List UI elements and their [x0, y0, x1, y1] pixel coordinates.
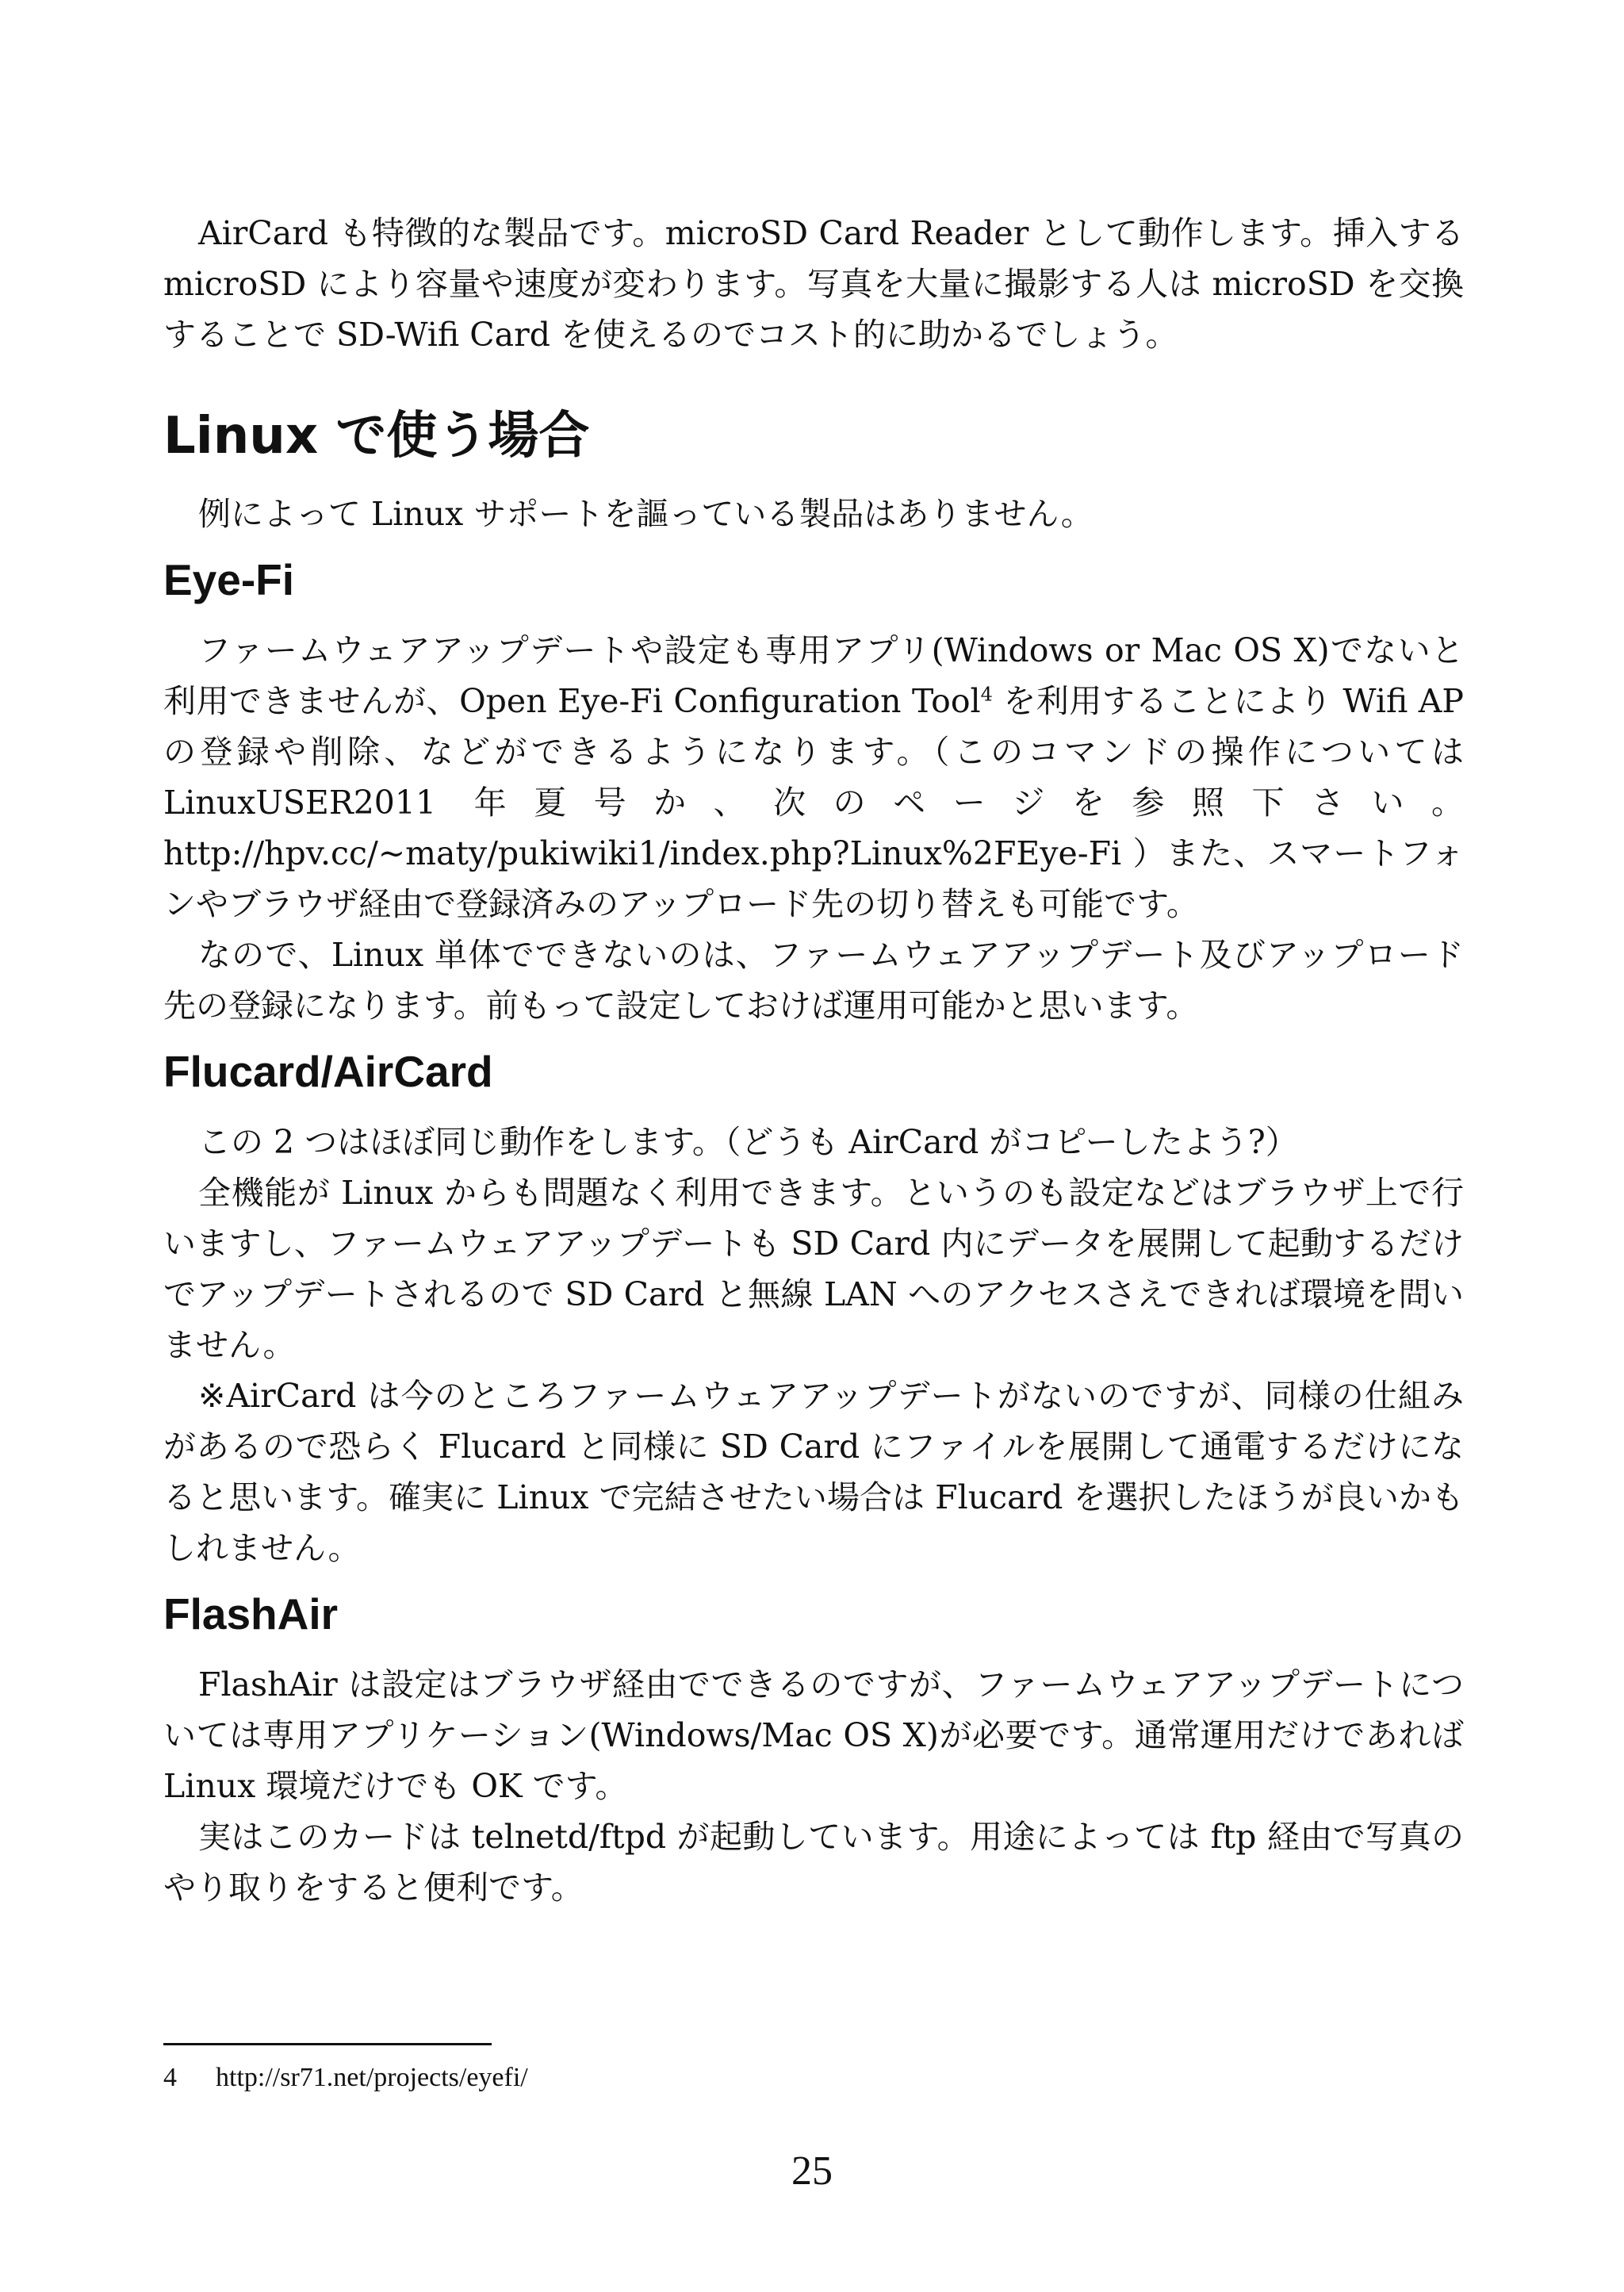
flucard-paragraph-2: 全機能が Linux からも問題なく利用できます。というのも設定などはブラウザ上で行いますし、ファームウェアアップデートも SD Card 内にデータを展開して起動するだけでアップデートされるので SD Card と無線 LAN へのアクセスさえできれば環境を問いません。	[163, 1174, 1464, 1364]
footnote-url: http://sr71.net/projects/eyefi/	[216, 2063, 528, 2092]
eyefi-p1-text-a: ファームウェアアップデートや設定も専用アプリ(Windows or Mac OS X)でないと利用できませんが、Open Eye-Fi Configuration Tool	[163, 631, 1464, 720]
heading-flucard-aircard: Flucard/AirCard	[163, 1047, 493, 1096]
heading-eye-fi: Eye-Fi	[163, 555, 295, 604]
heading-flashair: FlashAir	[163, 1589, 339, 1639]
linux-intro-paragraph: 例によって Linux サポートを謳っている製品はありません。	[198, 495, 1094, 533]
flucard-paragraph-1: この 2 つはほぼ同じ動作をします。（どうも AirCard がコピーしたよう?）	[198, 1123, 1298, 1161]
section-title-linux: Linux で使う場合	[163, 407, 590, 466]
intro-paragraph: AirCard も特徴的な製品です。microSD Card Reader として動作します。挿入する microSD により容量や速度が変わります。写真を大量に撮影する人は microSD を交換することで SD-Wifi Card を使えるのでコスト的に助かるでしょう。	[163, 214, 1464, 354]
footnote-number: 4	[163, 2063, 177, 2092]
flashair-paragraph-2: 実はこのカードは telnetd/ftpd が起動しています。用途によっては ftp 経由で写真のやり取りをすると便利です。	[163, 1818, 1464, 1907]
page-number: 25	[791, 2148, 833, 2194]
flashair-paragraph-1: FlashAir は設定はブラウザ経由でできるのですが、ファームウェアアップデートについては専用アプリケーション(Windows/Mac OS X)が必要です。通常運用だけであれば Linux 環境だけでも OK です。	[163, 1665, 1464, 1805]
eyefi-paragraph-2: なので、Linux 単体でできないのは、ファームウェアアップデート及びアップロード先の登録になります。前もって設定しておけば運用可能かと思います。	[163, 936, 1464, 1025]
flucard-paragraph-3: ※AirCard は今のところファームウェアアップデートがないのですが、同様の仕組みがあるので恐らく Flucard と同様に SD Card にファイルを展開して通電するだけになると思います。確実に Linux で完結させたい場合は Flucard を選択したほうが良いかもしれません。	[163, 1377, 1464, 1567]
eyefi-p1-text-b: を利用することにより Wifi AP の登録や削除、などができるようになります。（このコマンドの操作については LinuxUSER2011 年夏号か、次のページを参照下さい。 http://hpv.cc/~maty/pukiwiki1/index.php?Linux%2FEye-Fi ）また、スマートフォンやブラウザ経由で登録済みのアップロード先の切り替えも可能です。	[163, 682, 1464, 923]
eyefi-paragraph-1	[163, 625, 1464, 929]
footnote-ref-4: 4	[980, 683, 993, 706]
footnote-divider	[163, 2043, 492, 2045]
footnote	[163, 2060, 528, 2095]
page-body	[163, 208, 1464, 1913]
